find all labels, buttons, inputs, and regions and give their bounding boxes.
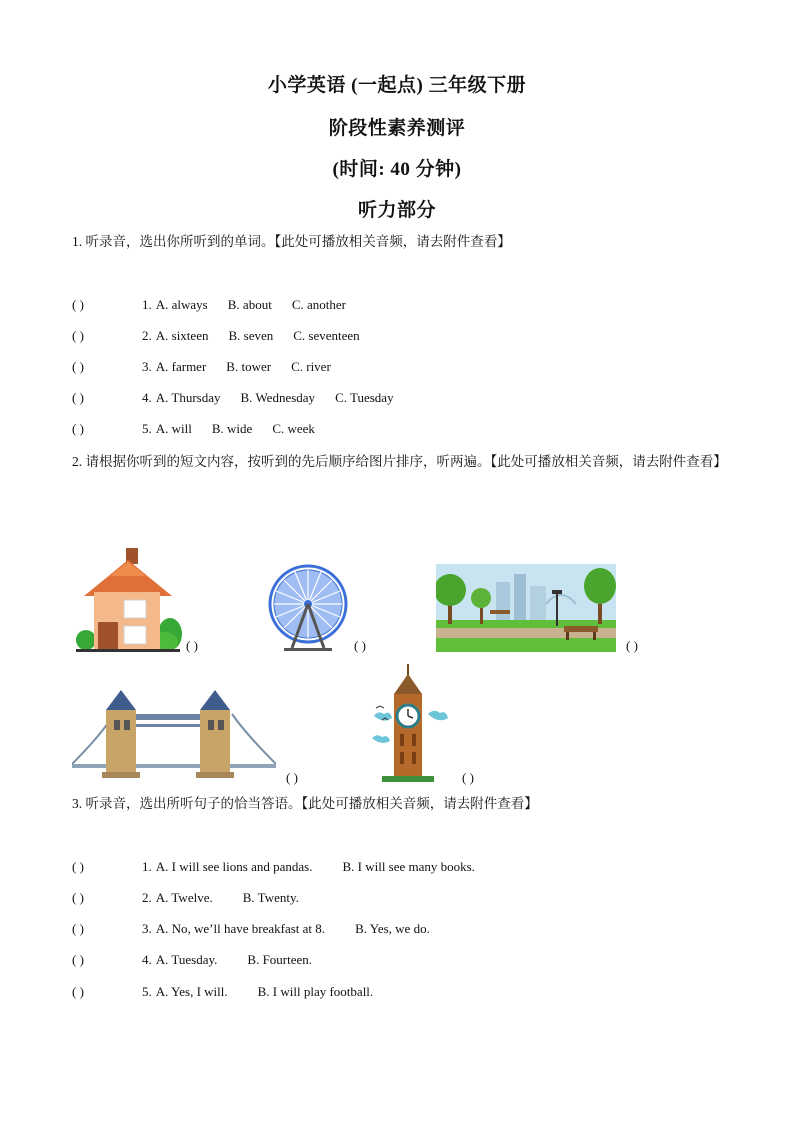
answer-blank[interactable]: ( ): [72, 297, 84, 312]
section3-instruction: 3. 听录音，选出所听句子的恰当答语。【此处可播放相关音频，请去附件查看】: [72, 796, 538, 811]
question-row: [72, 359, 351, 375]
answer-blank[interactable]: ( ): [72, 952, 84, 967]
option-b: B. Wednesday: [240, 390, 316, 405]
answer-blank[interactable]: ( ): [72, 421, 84, 436]
answer-blank[interactable]: ( ): [72, 859, 84, 874]
option-a: A. sixteen: [155, 328, 209, 343]
answer-blank[interactable]: ( ): [72, 984, 84, 999]
option-c: C. Tuesday: [335, 390, 394, 405]
option-b: B. I will see many books.: [342, 859, 475, 874]
option-a: A. Yes, I will.: [155, 984, 228, 999]
question-number: 2.: [142, 890, 152, 905]
answer-blank[interactable]: ( ): [72, 359, 84, 374]
option-a: A. No, we’ll have breakfast at 8.: [155, 921, 326, 936]
question-number: 5.: [142, 984, 152, 999]
question-number: 3.: [142, 359, 152, 374]
question-number: 4.: [142, 390, 152, 405]
big-ben-image: [368, 664, 452, 784]
question-row: [72, 390, 414, 406]
question-row: [72, 421, 335, 437]
question-number: 2.: [142, 328, 152, 343]
section2-instruction: 2. 请根据你听到的短文内容，按听到的先后顺序给图片排序，听两遍。【此处可播放相关音频，请去附件查看】: [72, 454, 727, 469]
option-a: A. Tuesday.: [155, 952, 218, 967]
question-number: 5.: [142, 421, 152, 436]
time-limit: (时间: 40 分钟): [332, 159, 462, 180]
park-image: [436, 564, 616, 652]
option-b: B. Fourteen.: [247, 952, 313, 967]
option-c: C. seventeen: [293, 328, 360, 343]
blank-ferris-wheel[interactable]: ( ): [354, 638, 366, 653]
section1-instruction: 1. 听录音，选出你所听到的单词。【此处可播放相关音频，请去附件查看】: [72, 234, 511, 249]
answer-blank[interactable]: ( ): [72, 390, 84, 405]
question-row: [72, 952, 342, 968]
option-b: B. Yes, we do.: [355, 921, 430, 936]
option-b: B. Twenty.: [242, 890, 299, 905]
option-a: A. I will see lions and pandas.: [155, 859, 313, 874]
tower-bridge-image: [72, 684, 276, 782]
option-a: A. Twelve.: [155, 890, 213, 905]
ferris-wheel-image: [266, 564, 350, 652]
document-subtitle: 阶段性素养测评: [328, 118, 466, 139]
question-number: 1.: [142, 297, 152, 312]
question-row: [72, 890, 329, 906]
blank-house[interactable]: ( ): [186, 638, 198, 653]
option-c: C. river: [291, 359, 331, 374]
blank-tower-bridge[interactable]: ( ): [286, 770, 298, 785]
option-a: A. farmer: [155, 359, 207, 374]
section-heading-listening: 听力部分: [357, 200, 436, 221]
option-a: A. Thursday: [155, 390, 221, 405]
answer-blank[interactable]: ( ): [72, 890, 84, 905]
question-number: 1.: [142, 859, 152, 874]
house-image: [74, 546, 182, 654]
answer-blank[interactable]: ( ): [72, 921, 84, 936]
option-a: A. always: [155, 297, 208, 312]
option-b: B. wide: [211, 421, 253, 436]
option-b: B. tower: [226, 359, 272, 374]
blank-park[interactable]: ( ): [626, 638, 638, 653]
option-b: B. about: [227, 297, 272, 312]
question-row: [72, 984, 403, 1000]
option-c: C. week: [272, 421, 315, 436]
option-c: C. another: [291, 297, 346, 312]
question-number: 4.: [142, 952, 152, 967]
question-row: [72, 328, 380, 344]
document-title: 小学英语 (一起点) 三年级下册: [267, 75, 527, 96]
option-b: B. seven: [228, 328, 274, 343]
question-row: [72, 297, 366, 313]
question-number: 3.: [142, 921, 152, 936]
option-b: B. I will play football.: [257, 984, 374, 999]
question-row: [72, 921, 460, 937]
option-a: A. will: [155, 421, 192, 436]
answer-blank[interactable]: ( ): [72, 328, 84, 343]
blank-big-ben[interactable]: ( ): [462, 770, 474, 785]
question-row: [72, 859, 505, 875]
